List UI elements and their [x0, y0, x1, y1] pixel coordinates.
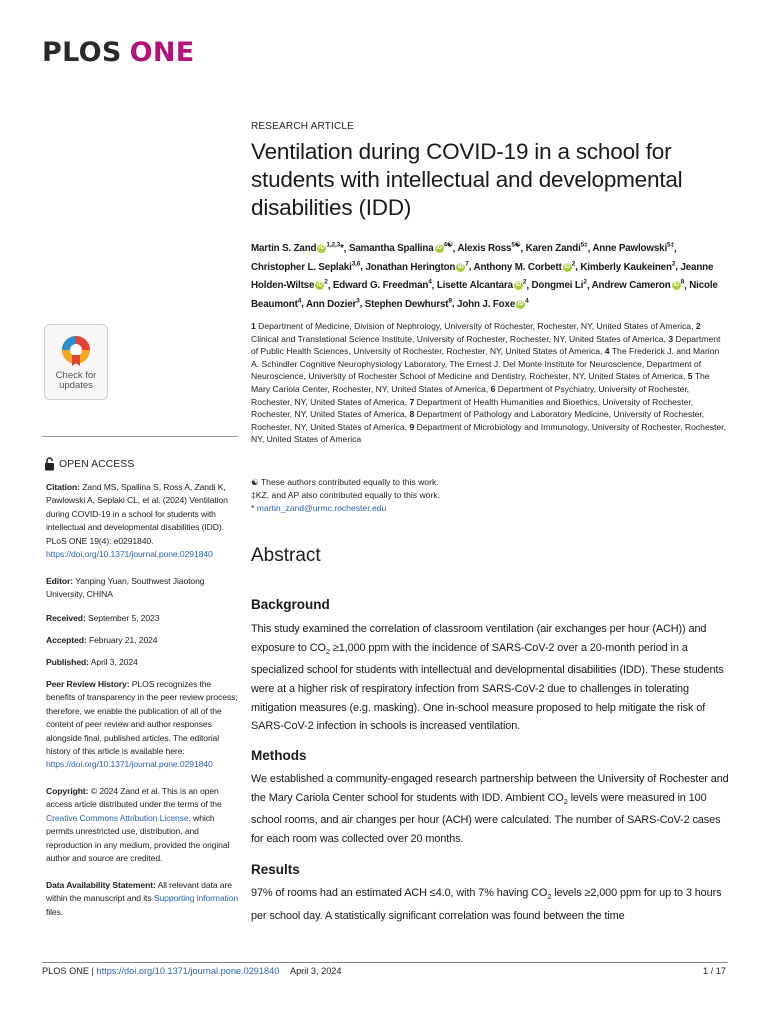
author-name-text: Alexis Ross — [457, 243, 512, 255]
citation-block — [46, 481, 240, 561]
peer-review-block — [46, 678, 240, 772]
footer-journal: PLOS ONE | — [42, 966, 94, 976]
author-name-text: John J. Foxe — [457, 298, 516, 310]
author-name[interactable] — [532, 280, 587, 291]
abstract-heading: Abstract — [251, 545, 321, 566]
check-updates-line1: Check for — [55, 370, 97, 381]
author-notes — [251, 476, 729, 514]
author-affiliation-marks: 2 — [324, 278, 328, 286]
received-block — [46, 612, 240, 625]
author-name-text: Anthony M. Corbett — [473, 261, 562, 273]
author-name[interactable] — [580, 262, 675, 273]
orcid-icon[interactable]: iD — [515, 282, 522, 289]
author-name-text: Dongmei Li — [531, 280, 584, 292]
published-date: April 3, 2024 — [90, 657, 138, 667]
check-updates-line2: updates — [59, 380, 93, 391]
published-label: Published: — [46, 657, 89, 667]
citation-doi-link[interactable]: https://doi.org/10.1371/journal.pone.0291840 — [46, 549, 213, 560]
data-availability-text-end: files. — [46, 906, 64, 917]
copyright-text-rest: , which permits unrestricted use, distribution, and reproduction in any medium, provided the original author and source are credited. — [46, 812, 230, 864]
affiliation-text: Clinical and Translational Science Institute, University of Rochester, Rochester, NY, United States of America, — [251, 333, 666, 344]
orcid-icon[interactable]: iD — [564, 263, 571, 270]
sidebar-divider — [42, 436, 238, 437]
author-name-text: Christopher L. Seplaki — [251, 261, 352, 273]
author-name[interactable] — [365, 299, 452, 310]
footer-citation — [42, 966, 342, 976]
editor-block — [46, 575, 240, 602]
author-name-text: Kimberly Kaukeinen — [580, 261, 672, 273]
affiliation-number: 8 — [409, 409, 415, 420]
author-name-text: Edward G. Freedman — [332, 280, 429, 292]
author-name[interactable] — [474, 262, 576, 273]
copyright-label: Copyright: — [46, 786, 89, 796]
editor-text: Yanping Yuan, Southwest Jiaotong University, CHINA — [46, 576, 205, 600]
data-availability-text: All relevant data are within the manuscript and its — [46, 880, 232, 904]
footer-date: April 3, 2024 — [289, 966, 342, 976]
author-name[interactable] — [349, 243, 453, 254]
author-name[interactable] — [526, 243, 588, 254]
author-affiliation-marks: 7 — [465, 260, 469, 268]
affiliation-text: Department of Health Humanities and Bioethics, University of Rochester, Rochester, NY, United States of America, — [251, 396, 694, 420]
author-affiliation-marks: 9 — [448, 297, 452, 305]
author-affiliation-marks: 2 — [583, 278, 587, 286]
affiliation-number: 9 — [409, 421, 415, 432]
author-affiliation-marks: 1,2,3 — [326, 242, 341, 249]
footer-divider — [42, 962, 728, 963]
affiliation-number: 4 — [604, 346, 610, 357]
affiliation-text: Department of Microbiology and Immunology, University of Rochester, Rochester, NY, United States of America — [251, 421, 726, 445]
author-affiliation-marks: 4 — [297, 297, 302, 305]
author-affiliation-marks: 4☯ — [443, 242, 453, 249]
author-name[interactable] — [457, 243, 520, 254]
affiliation-number: 3 — [668, 333, 674, 344]
corresponding-mark: * — [340, 243, 344, 255]
orcid-icon[interactable]: iD — [319, 245, 325, 252]
background-heading: Background — [251, 597, 330, 612]
affiliation-text: Department of Medicine, Division of Nephrology, University of Rochester, Rochester, NY, United States of America, — [258, 321, 694, 331]
author-list: Martin S. Zand iD $^{1,2,3}$*, Samantha Spallina iD $^{4☯}$, Alexis Ross$^{5☯}$, Karen Zandi$^{5\ddagger}$, Anne Pawlowski$^{5\ddagger}$, Christopher L. Seplaki$^{3,6}$, Jonathan Herington iD $^7$, Anthony M. Corbett iD $^2$, Kimberly Kaukeinen$^2$, Jeanne Holden-Wiltse iD $^2$, Edward G. Freedman$^4$, Lisette Alcantara iD $^2$, Dongmei Li$^2$, Andrew Cameron iD $^8$, Nicole Beaumont$^4$, Ann Dozier$^3$, Stephen Dewhurst$^9$, John J. Foxe iD $^4$ — [251, 242, 718, 310]
author-name[interactable] — [333, 280, 432, 291]
author-name-text: Anne Pawlowski — [592, 243, 668, 255]
methods-paragraph: We established a community-engaged research partnership between the University of Rochester and the Mary Cariola Center school for students with IDD. Ambient $CO_2$ levels were measured in 100 school rooms, and air changes per hour (ACH) were calculated. The number of SARS-CoV-2 cases for each room was collected over 20 months. — [251, 773, 729, 845]
orcid-icon[interactable]: iD — [673, 282, 679, 289]
asterisk-mark: * — [251, 502, 255, 513]
editor-label: Editor: — [46, 576, 73, 586]
citation-text: Zand MS, Spallina S, Ross A, Zandi K, Pawlowski A, Seplaki CL, et al. (2024) Ventilation during COVID-19 in a school for students with intellectual and developmental disabilities (IDD). PLoS ONE 19(4): e0291840. — [46, 482, 228, 546]
affiliation-number: 2 — [695, 321, 701, 331]
article-title: Ventilation during COVID-19 in a school for students with intellectual and developmental disabilities (IDD) — [251, 139, 683, 220]
author-affiliation-marks: 2 — [671, 260, 676, 268]
author-name[interactable] — [457, 299, 529, 310]
orcid-icon[interactable]: iD — [316, 282, 323, 289]
corresponding-email — [251, 502, 729, 515]
author-name[interactable] — [365, 262, 468, 273]
received-label: Received: — [46, 613, 86, 623]
journal-logo-plos: PLOS — [42, 37, 122, 68]
author-name[interactable] — [251, 262, 360, 273]
author-affiliation-marks: 3 — [356, 297, 360, 305]
orcid-icon[interactable]: iD — [457, 263, 464, 270]
affiliation-text: Department of Public Health Sciences, University of Rochester, Rochester, NY, United States of America, — [251, 333, 721, 357]
author-affiliation-marks: 2 — [522, 278, 527, 286]
author-name-text: Jonathan Herington — [365, 261, 456, 273]
author-name-text: Lisette Alcantara — [436, 280, 513, 292]
author-affiliation-marks: 5‡ — [667, 242, 674, 249]
background-paragraph: This study examined the correlation of classroom ventilation (air exchanges per hour (ACH)) and exposure to $CO_2 \ge 1,000$ ppm with the incidence of SARS-CoV-2 over a 20-month period in a specialized school for students with intellectual and developmental disabilities (IDD). These students were at a higher risk of respiratory infection from SARS-CoV-2 due to challenges in tolerating mitigation measures (e.g. masking). One in-school measure proposed to help mitigate the risk of SARS-CoV-2 infection in schools is increased ventilation. — [251, 623, 724, 733]
author-name-text: Karen Zandi — [525, 243, 581, 255]
affiliation-number: 7 — [409, 396, 415, 407]
author-name[interactable] — [592, 243, 674, 254]
also-contributed-note: ‡KZ, and AP also contributed equally to this work. — [251, 489, 441, 500]
page-number: 1 / 17 — [703, 966, 726, 976]
open-access-label — [44, 457, 134, 471]
author-name[interactable] — [251, 243, 344, 254]
received-date: September 5, 2023 — [88, 613, 160, 623]
methods-heading: Methods — [251, 748, 307, 763]
article-type: RESEARCH ARTICLE — [251, 121, 355, 132]
data-availability-label: Data Availability Statement: — [46, 880, 156, 890]
author-affiliation-marks: 8 — [680, 278, 685, 286]
peer-review-link[interactable]: https://doi.org/10.1371/journal.pone.0291840 — [46, 759, 213, 770]
affiliation-number: 5 — [687, 371, 693, 382]
accepted-date: February 21, 2024 — [88, 635, 158, 645]
author-affiliation-marks: 4 — [525, 297, 529, 305]
affiliation-number: 1 — [251, 321, 256, 331]
author-name[interactable] — [306, 299, 360, 310]
orcid-icon[interactable]: iD — [517, 300, 524, 307]
copyright-block — [46, 785, 240, 865]
license-link[interactable]: Creative Commons Attribution License — [46, 812, 189, 823]
copyright-text: © 2024 Zand et al. This is an open access article distributed under the terms of the — [46, 786, 222, 810]
accepted-label: Accepted: — [46, 635, 87, 645]
affiliation-text: Department of Pathology and Laboratory Medicine, University of Rochester, Rochester, NY, United States of America, — [251, 409, 705, 432]
affiliation-text: The Frederick J. and Marion A. Schindler Cognitive Neurophysiology Laboratory, The Ernest J. Del Monte Institute for Neuroscience, Department of Neuroscience, University of Rochester School of Medicine and Dentistry, Rochester, NY, United States of America, — [251, 346, 720, 382]
open-lock-icon — [44, 457, 55, 471]
journal-logo-one: ONE — [129, 37, 195, 68]
equal-contribution-note: ☯ These authors contributed equally to this work. — [251, 477, 439, 487]
citation-label: Citation: — [46, 482, 80, 492]
accepted-block — [46, 634, 240, 647]
author-name[interactable] — [437, 280, 527, 291]
affiliations — [251, 320, 729, 446]
affiliation-text: The Mary Cariola Center, Rochester, NY, United States of America, — [251, 371, 710, 394]
check-for-updates-icon — [59, 333, 93, 369]
check-for-updates-badge[interactable] — [44, 324, 108, 400]
author-affiliation-marks: 5‡ — [580, 242, 588, 249]
author-name-text: Samantha Spallina — [348, 243, 434, 255]
orcid-icon[interactable]: iD — [436, 245, 442, 252]
peer-review-label: Peer Review History: — [46, 679, 130, 689]
author-name-text: Andrew Cameron — [591, 280, 671, 292]
results-heading: Results — [251, 862, 300, 877]
results-paragraph: 97% of rooms had an estimated ACH ≤4.0, with 7% having $CO_2$ levels ≥2,000 ppm for up to 3 hours per school day. A statistically significant correlation was found between the time — [251, 887, 722, 922]
footer-doi-link[interactable]: https://doi.org/10.1371/journal.pone.0291840 — [96, 966, 280, 976]
author-name-text: Stephen Dewhurst — [364, 298, 449, 310]
published-block — [46, 656, 240, 669]
author-name-text: Ann Dozier — [305, 298, 357, 310]
author-name-text: Jeanne Holden-Wiltse — [251, 261, 714, 292]
affiliation-text: Department of Psychiatry, University of Rochester, Rochester, NY, United States of America, — [251, 383, 690, 407]
affiliation-number: 6 — [490, 383, 496, 394]
author-affiliation-marks: 3,6 — [351, 260, 361, 268]
data-availability-block — [46, 879, 240, 919]
author-name-text: Nicole Beaumont — [251, 280, 718, 310]
open-access-text: OPEN ACCESS — [59, 458, 135, 470]
journal-logo[interactable] — [42, 38, 195, 68]
author-affiliation-marks: 2 — [571, 260, 576, 268]
author-affiliation-marks: 5☯ — [511, 242, 521, 249]
corresponding-email-link[interactable]: martin_zand@urmc.rochester.edu — [256, 502, 387, 513]
author-name-text: Martin S. Zand — [251, 243, 317, 255]
peer-review-text: PLOS recognizes the benefits of transparency in the peer review process; therefore, we enable the publication of all of the content of peer review and author responses alongside final, published articles. The editorial history of this article is available here: — [46, 679, 238, 757]
author-affiliation-marks: 4 — [428, 278, 432, 286]
author-name[interactable] — [592, 280, 684, 291]
supporting-information-link[interactable]: Supporting information — [153, 893, 239, 904]
